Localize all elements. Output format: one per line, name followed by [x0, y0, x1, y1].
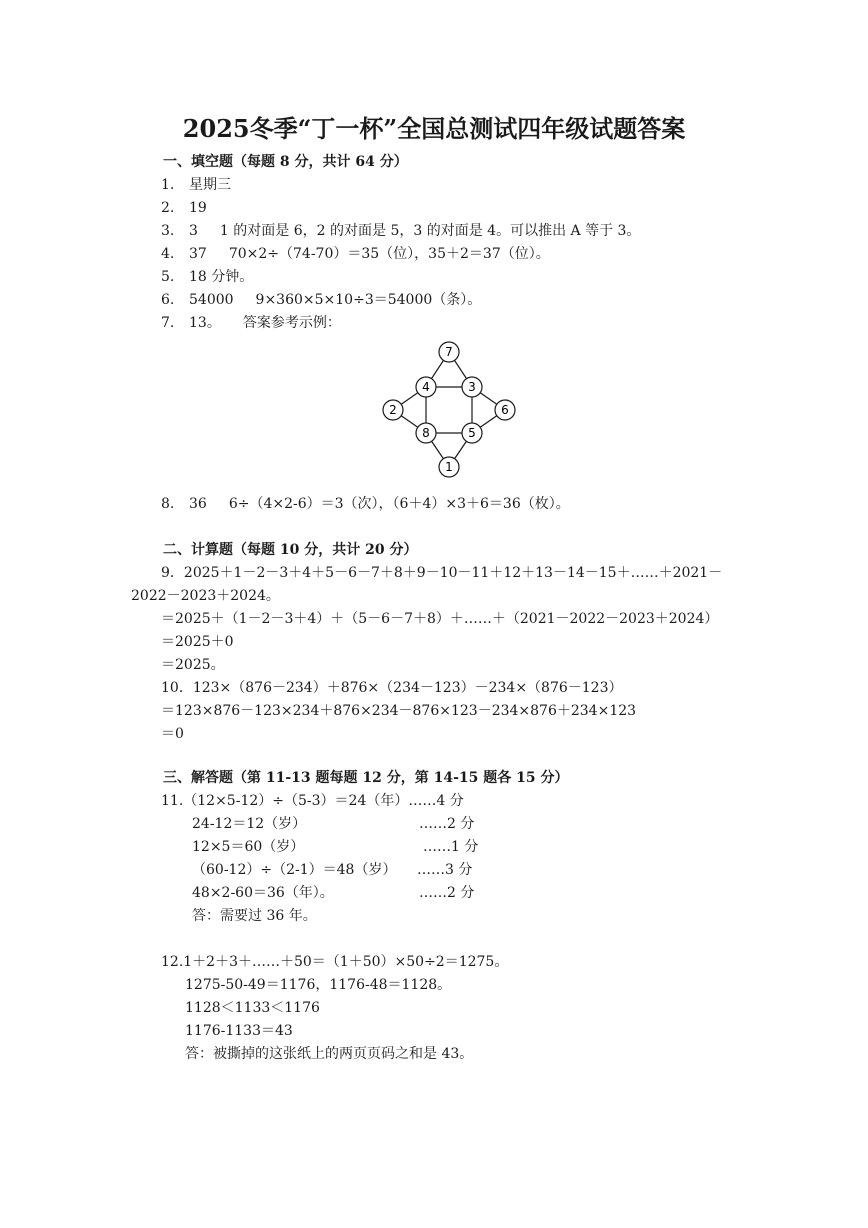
- answer-item: [161, 267, 253, 287]
- step-score: ……2 分: [419, 885, 475, 901]
- item-number: 6.: [161, 292, 175, 308]
- solution-step: 24-12＝12（岁）: [192, 816, 307, 832]
- item-number: 3.: [161, 223, 175, 239]
- item-answer: 18 分钟。: [189, 269, 254, 285]
- section-heading-calculation: 二、计算题（每题 10 分，共计 20 分）: [163, 542, 418, 558]
- diagram-node: [462, 377, 482, 397]
- item-number: 8.: [161, 496, 175, 512]
- answer-item: [161, 313, 341, 333]
- solution-step: 12×5＝60（岁）: [192, 839, 305, 855]
- diagram-node-label: 6: [501, 403, 509, 417]
- calc-line: ＝2025＋0: [161, 634, 234, 650]
- solution-line: 12.1＋2＋3＋……＋50＝（1＋50）×50÷2＝1275。: [161, 954, 509, 970]
- diagram-node-label: 7: [445, 345, 453, 359]
- solution-step: （60-12）÷（2-1）＝48（岁）: [192, 862, 397, 878]
- section-heading-problems: 三、解答题（第 11-13 题每题 12 分，第 14-15 题各 15 分）: [163, 770, 569, 786]
- answer-item: [161, 198, 207, 218]
- diagram-node-label: 4: [422, 380, 430, 394]
- answer-item: [161, 221, 640, 241]
- item-answer: 13。: [189, 315, 221, 331]
- item-note: 1 的对面是 6，2 的对面是 5，3 的对面是 4。可以推出 A 等于 3。: [219, 223, 641, 239]
- diagram-node: [416, 377, 436, 397]
- answer-item: [161, 244, 550, 264]
- diagram-node-label: 2: [389, 403, 397, 417]
- calc-line: 10．123×（876－234）＋876×（234－123）－234×（876－123）: [161, 680, 623, 696]
- diagram-node: [416, 423, 436, 443]
- diagram-node: [439, 342, 459, 362]
- answer-diagram: [370, 335, 530, 485]
- answer-item: [161, 290, 481, 310]
- item-answer: 37: [189, 246, 207, 262]
- item-note: 9×360×5×10÷3＝54000（条）。: [255, 292, 482, 308]
- item-answer: 19: [189, 200, 207, 216]
- calc-line: ＝2025＋（1－2－3＋4）＋（5－6－7＋8）＋……＋（2021－2022－2023＋2024）: [161, 611, 719, 627]
- item-number: 2.: [161, 200, 175, 216]
- calc-line: ＝0: [161, 726, 184, 742]
- calc-line: ＝123×876－123×234＋876×234－876×123－234×876＋234×123: [161, 703, 637, 719]
- item-number: 1.: [161, 177, 175, 193]
- diagram-node: [383, 400, 403, 420]
- item-answer: 星期三: [189, 177, 231, 193]
- answer-item: [161, 494, 570, 514]
- item-note: 70×2÷（74-70）＝35（位），35＋2＝37（位）。: [228, 246, 550, 262]
- item-number: 7.: [161, 315, 175, 331]
- page-title: 2025冬季“丁一杯”全国总测试四年级试题答案: [182, 114, 686, 143]
- calc-line: ＝2025。: [161, 657, 225, 673]
- solution-step: 48×2-60＝36（年）。: [192, 885, 334, 901]
- solution-answer: 答：被撕掉的这张纸上的两页页码之和是 43。: [185, 1046, 474, 1062]
- diagram-node-label: 3: [468, 380, 476, 394]
- diagram-node: [439, 457, 459, 477]
- item-answer: 3: [189, 223, 198, 239]
- diagram-node-label: 8: [422, 426, 430, 440]
- step-score: ……1 分: [423, 839, 479, 855]
- item-answer: 54000: [189, 292, 234, 308]
- diagram-edges: [393, 352, 505, 467]
- item-note: 6÷（4×2-6）＝3（次），（6＋4）×3＋6＝36（枚）。: [228, 496, 570, 512]
- calc-line: 9．2025＋1－2－3＋4＋5－6－7＋8＋9－10－11＋12＋13－14－15＋……＋2021－: [161, 565, 723, 581]
- calc-line: 2022－2023＋2024。: [131, 588, 280, 604]
- solution-line: 1176-1133＝43: [185, 1023, 293, 1039]
- diagram-node-label: 1: [445, 460, 453, 474]
- step-score: ……3 分: [417, 862, 473, 878]
- diagram-node: [462, 423, 482, 443]
- solution-line: 11.（12×5-12）÷（5-3）＝24（年）……4 分: [161, 793, 464, 809]
- answer-item: [161, 175, 231, 195]
- item-number: 5.: [161, 269, 175, 285]
- solution-line: 1128＜1133＜1176: [185, 1000, 320, 1016]
- diagram-node: [495, 400, 515, 420]
- section-heading-fill-in: 一、填空题（每题 8 分，共计 64 分）: [163, 154, 408, 170]
- item-note: 答案参考示例：: [242, 315, 341, 331]
- item-answer: 36: [189, 496, 207, 512]
- item-number: 4.: [161, 246, 175, 262]
- solution-line: 1275-50-49＝1176，1176-48＝1128。: [185, 977, 452, 993]
- step-score: ……2 分: [419, 816, 475, 832]
- solution-answer: 答：需要过 36 年。: [192, 908, 317, 924]
- diagram-node-label: 5: [468, 426, 476, 440]
